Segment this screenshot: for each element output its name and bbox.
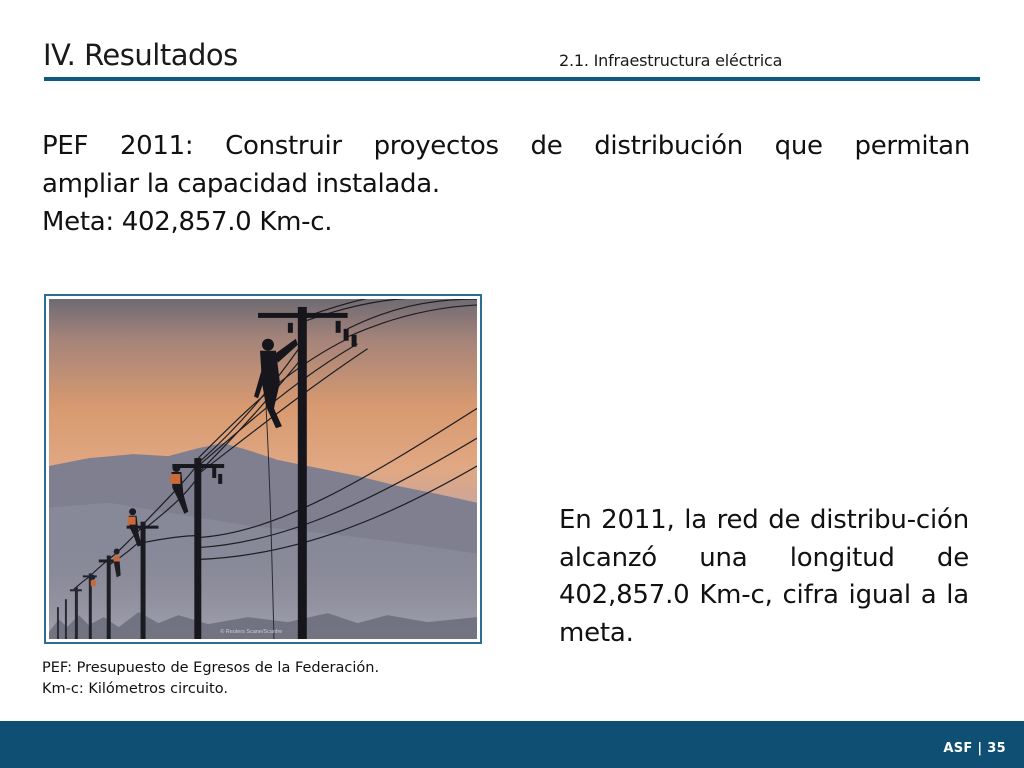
footnote-pef: PEF: Presupuesto de Egresos de la Federación. [42,660,380,676]
section-subtitle: 2.1. Infraestructura eléctrica [559,51,783,70]
footnotes [42,658,379,700]
header-rule [44,77,980,81]
intro-line-2: ampliar la capacidad instalada. [42,169,440,199]
goal-text: Meta: 402,857.0 Km-c. [42,207,333,237]
intro-block [42,127,970,241]
intro-paragraph [42,127,970,203]
photo-frame [44,294,482,644]
footer-page-label: ASF | 35 [943,741,1006,756]
section-title: IV. Resultados [43,38,238,72]
footer-bar [0,721,1024,768]
footnote-kmc: Km-c: Kilómetros circuito. [42,681,228,697]
intro-line-1: PEF 2011: Construir proyectos de distribución que permitan [42,131,970,161]
result-text: En 2011, la red de distribu-ción alcanzó una longitud de 402,857.0 Km-c, cifra igual a la meta. [559,505,969,648]
photo-watermark: © Reuters Scane/Scanfre [220,629,283,636]
power-line-workers-photo [49,299,477,639]
